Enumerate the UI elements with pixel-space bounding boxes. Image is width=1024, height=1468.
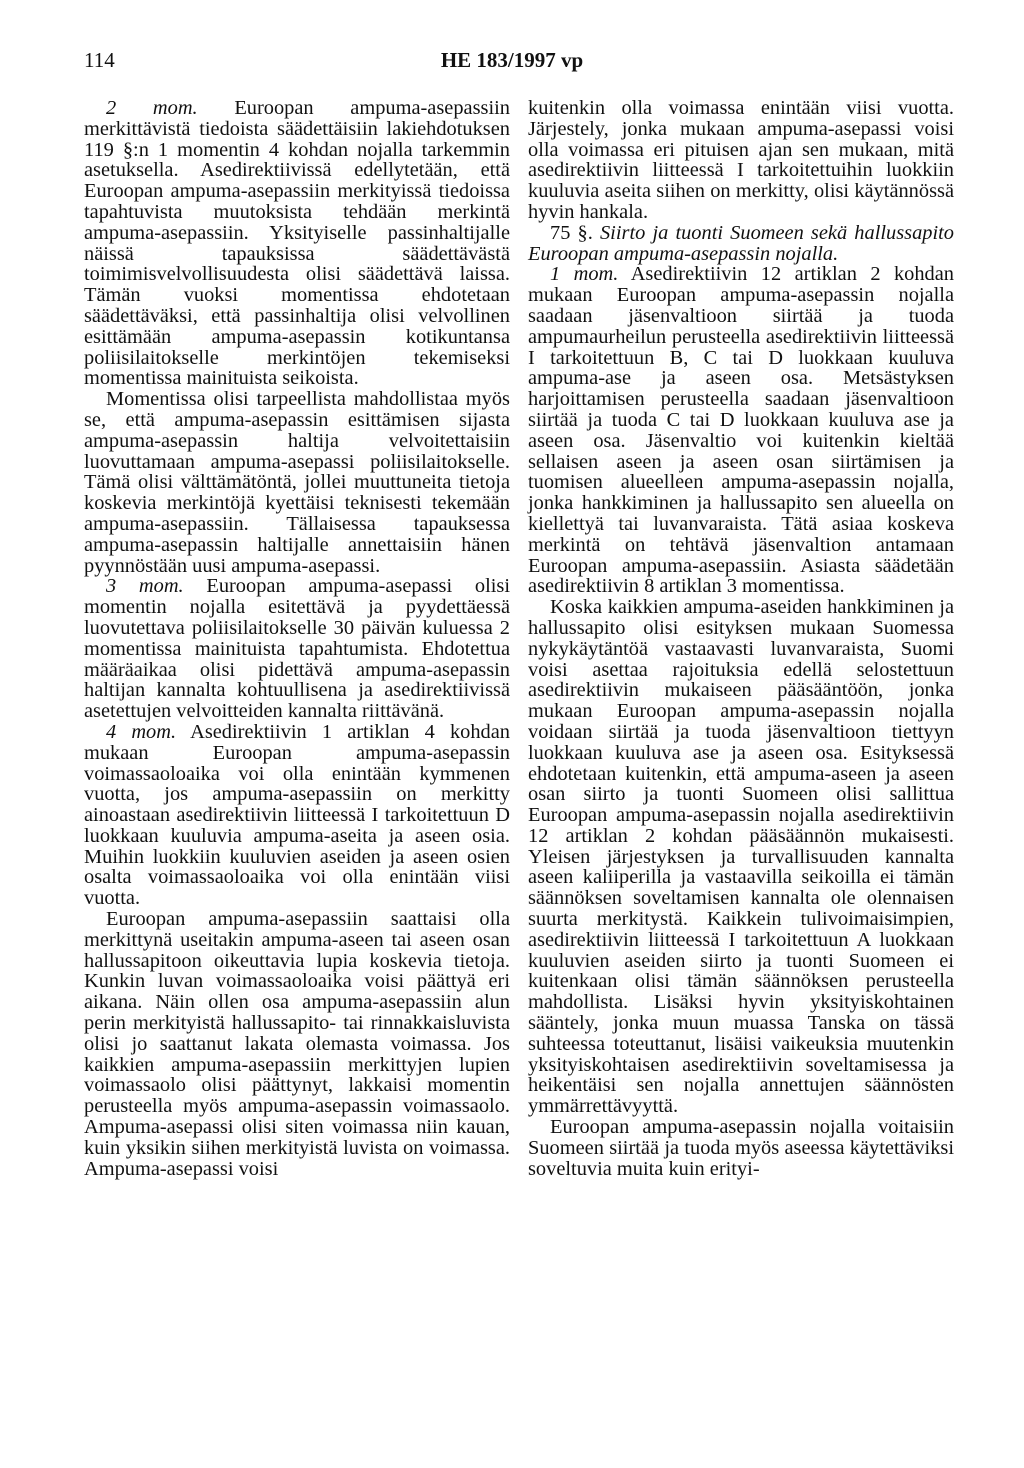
paragraph-text: Euroopan ampuma-asepassi olisi momentin nojalla esitettävä ja pyydettäessä luovutettava poliisilaitokselle 30 päivän kuluessa 2 momentissa mainituista tapahtumista. Ehdotettua määräaikaa olisi pidettävä ampuma-asepassin haltijan kannalta kohtuullisena ja asedirektiivissä asetettujen velvoitteiden kannalta riittävänä. bbox=[84, 575, 510, 723]
section-number: 75 §. bbox=[550, 221, 593, 244]
left-column bbox=[84, 98, 510, 1179]
paragraph-text: Asedirektiivin 12 artiklan 2 kohdan mukaan Euroopan ampuma-asepassin nojalla saadaan jäsenvaltioon siirtää ja tuoda ampumaurheilun perusteella asedirektiivin liitteessä I tarkoitettuun B, C tai D luokkaan kuuluva ampuma-ase ja aseen osa. Metsästyksen harjoittamisen perusteella saadaan jäsenvaltioon siirtää ja tuoda C tai D luokkaan kuuluva ase ja aseen osa. Jäsenvaltio voi kuitenkin kieltää sellaisen aseen ja aseen osan siirtämisen ja tuomisen alueelleen ampuma-asepassin nojalla, jonka hankkiminen ja hallussapito sen alueella on kiellettyä tai luvanvaraista. Tätä asiaa koskeva merkintä on tehtävä jäsenvaltion antamaan Euroopan ampuma-asepassiin. Asiasta säädetään asedirektiivin 8 artiklan 3 momentissa. bbox=[528, 263, 954, 598]
paragraph-text: Asedirektiivin 1 artiklan 4 kohdan mukaan Euroopan ampuma-asepassin voimassaoloaika voi olla enintään kymmenen vuotta, jos ampuma-asepassiin on merkitty ainoastaan asedirektiivin liitteessä I tarkoitettuun D luokkaan kuuluvia ampuma-aseita ja aseen osia. Muihin luokkiin kuuluvien aseiden ja aseen osien osalta voimassaoloaika voi olla enintään viisi vuotta. bbox=[84, 720, 510, 910]
paragraph-text: Euroopan ampuma-asepassiin saattaisi olla merkittynä useitakin ampuma-aseen tai aseen osan hallussapitoon oikeuttavia lupia koskevia tietoja. Kunkin luvan voimassaoloaika voisi päättyä eri aikana. Näin ollen osa ampuma-asepassiin alun perin merkityistä hallussapito- tai rinnakkaisluvista olisi jo saattanut lakata olemasta voimassa. Jos kaikkien ampuma-asepassiin merkittyjen lupien voimassaolo olisi päättynyt, lakkaisi momentin perusteella myös ampuma-asepassin voimassaolo. Ampuma-asepassi olisi siten voimassa niin kauan, kuin yksikin siihen merkityistä luvista on voimassa. Ampuma-asepassi voisi bbox=[84, 908, 510, 1180]
subsection-label: 3 mom. bbox=[106, 575, 184, 598]
section-title: Siirto ja tuonti Suomeen sekä hallussapito Euroopan ampuma-asepassin nojalla. bbox=[528, 221, 955, 265]
document-title: HE 183/1997 vp bbox=[440, 48, 584, 72]
paragraph-text: Euroopan ampuma-asepassin nojalla voitaisiin Suomeen siirtää ja tuoda myös aseessa käytettäviksi soveltuvia muita kuin erityi- bbox=[528, 1116, 954, 1180]
section-heading bbox=[528, 223, 954, 265]
subsection-label: 2 mom. bbox=[106, 97, 198, 119]
paragraph-1-mom bbox=[528, 264, 954, 597]
page-header bbox=[84, 48, 940, 82]
subsection-label: 4 mom. bbox=[106, 720, 177, 743]
right-column bbox=[528, 98, 954, 1179]
paragraph-text: Momentissa olisi tarpeellista mahdollistaa myös se, että ampuma-asepassin esittämisen sijasta ampuma-asepassin haltija velvoitettaisiin luovuttamaan ampuma-asepassi poliisilaitokselle. Tämä olisi välttämätöntä, jollei muuttuneita tietoja koskevia merkintöjä kyettäisi teknisesti tekemään ampuma-asepassiin. Tällaisessa tapauksessa ampuma-asepassin haltijalle annettaisiin hänen pyynnöstään uusi ampuma-asepassi. bbox=[84, 388, 510, 577]
paragraph-2-mom bbox=[84, 98, 510, 389]
subsection-label: 1 mom. bbox=[550, 263, 619, 286]
paragraph-text: Koska kaikkien ampuma-aseiden hankkiminen ja hallussapito olisi esityksen mukaan Suomessa nykykäytäntöä vastaavasti luvanvaraista, Suomi voisi asettaa rajoituksia edellä selostettuun asedirektiivin mukaiseen pääsääntöön, jonka mukaan Euroopan ampuma-asepassin nojalla voidaan siirtää ja tuoda jäsenvaltioon tiettyyn luokkaan kuuluva ase ja aseen osa. Esityksessä ehdotetaan kuitenkin, että ampuma-aseen ja aseen osan siirto ja tuonti Suomeen olisi sallittua Euroopan ampuma-asepassin nojalla asedirektiivin 12 artiklan 2 kohdan pääsäännön mukaisesti. Yleisen järjestyksen ja turvallisuuden kannalta aseen kaliiperilla ja vastaavilla seikoilla ei tämän säännöksen soveltamisen kannalta ole olennaisen suurta merkitystä. Kaikkein tulivoimaisimpien, asedirektiivin liitteessä I tarkoitettuun A luokkaan kuuluvien aseiden siirto ja tuonti Suomeen ei kuitenkaan olisi tämän säännöksen perusteella mahdollista. Lisäksi hyvin yksityiskohtainen sääntely, jonka muun muassa Tanska on tässä suhteessa toteuttanut, lisäisi vaikeuksia muutenkin yksityiskohtaisen asedirektiivin soveltamisessa ja heikentäisi sen nojalla annettujen säännösten ymmärrettävyyttä. bbox=[528, 596, 954, 1118]
paragraph-text: kuitenkin olla voimassa enintään viisi vuotta. Järjestely, jonka mukaan ampuma-asepassi voisi olla voimassa eri pituisen ajan sen mukaan, mitä asedirektiivin liitteessä I tarkoitettuihin luokkiin kuuluvia aseita siihen on merkitty, olisi käytännössä hyvin hankala. bbox=[528, 97, 954, 223]
paragraph-4-mom bbox=[84, 722, 510, 909]
paragraph-text: Euroopan ampuma-asepassiin merkittävistä tiedoista säädettäisiin lakiehdotuksen 119 §:n 1 momentin 4 kohdan nojalla tarkemmin asetuksella. Asedirektiivissä edellytetään, että Euroopan ampuma-asepassiin merkityissä tiedoissa tapahtuvista muutoksista tehdään merkintä ampuma-asepassiin. Yksityiselle passinhaltijalle näissä tapauksissa säädettävästä toimimisvelvollisuudesta olisi säädettävä laissa. Tämän vuoksi momentissa ehdotetaan säädettäväksi, että passinhaltija olisi velvollinen esittämään ampuma-asepassin kotikuntansa poliisilaitokselle merkintöjen tekemiseksi momentissa mainituista seikoista. bbox=[84, 97, 510, 390]
paragraph-3-mom bbox=[84, 576, 510, 722]
page-number: 114 bbox=[84, 48, 115, 72]
